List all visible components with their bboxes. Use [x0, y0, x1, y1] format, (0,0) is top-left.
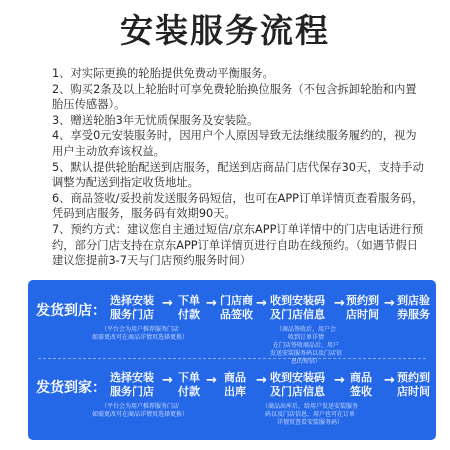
arrow-icon: →	[256, 296, 267, 311]
flow-step: 预约到 店时间	[397, 371, 430, 398]
term-item: 6、商品签收/妥投前发送服务码短信，也可在APP订单详情页查看服务码，凭码到店服务，服务码有效期90天。	[52, 191, 424, 221]
flow-step: 到店验 券服务	[397, 294, 430, 321]
term-item: 3、赠送轮胎3年无忧质保服务及安装险。	[52, 113, 259, 127]
flow-note: （平台会为用户推荐服务门店 如需更改可在商品详情页选择更换）	[91, 326, 188, 341]
flow-step: 收到安装码 及门店信息	[270, 371, 325, 398]
term-item: 2、购买2条及以上轮胎时可享免费轮胎换位服务（不包含拆卸轮胎和内置胎压传感器）。	[52, 82, 417, 112]
arrow-icon: →	[206, 296, 217, 311]
flow-title-ship-to-home: 发货到家：	[36, 380, 106, 396]
flow-step: 下单 付款	[178, 294, 200, 321]
flow-note: （商品签收后，用户会 收到订单详情 在门店签收商品后，用户 发送安装服务码以及门店信 息的短信）	[269, 326, 342, 365]
flow-title-ship-to-store: 发货到店：	[36, 303, 106, 319]
arrow-icon: →	[206, 373, 217, 388]
flow-step: 门店商 品签收	[220, 294, 253, 321]
flow-row-ship-to-home	[28, 363, 436, 431]
arrow-icon: →	[384, 296, 395, 311]
flow-step: 商品 签收	[350, 371, 372, 398]
arrow-icon: →	[384, 373, 395, 388]
term-item: 4、享受0元安装服务时，因用户个人原因导致无法继续服务履约的，视为用户主动放弃该权益。	[52, 129, 417, 158]
arrow-icon: →	[256, 373, 267, 388]
flow-step: 收到安装码 及门店信息	[270, 294, 325, 321]
arrow-icon: →	[334, 373, 345, 388]
flow-step: 选择安装 服务门店	[110, 371, 154, 398]
term-item: 7、预约方式：建议您自主通过短信/京东APP订单详情中的门店电话进行预约，部分门店支持在京东APP订单详情页进行自助在线预约。（如遇节假日建议您提前3-7天与门店预约服务时间）	[52, 222, 424, 268]
flow-step: 下单 付款	[178, 371, 200, 398]
flow-step: 选择安装 服务门店	[110, 294, 154, 321]
arrow-icon: →	[334, 296, 345, 311]
flow-divider	[38, 358, 426, 359]
arrow-icon: →	[162, 296, 173, 311]
flow-panel	[28, 280, 436, 440]
flow-row-ship-to-store	[28, 286, 436, 365]
page-title: 安装服务流程	[120, 11, 330, 50]
term-item: 1、对实际更换的轮胎提供免费动平衡服务。	[52, 67, 274, 80]
flow-step: 商品 出库	[224, 371, 246, 398]
flow-step: 预约到 店时间	[346, 294, 379, 321]
flow-note: （平台会为用户推荐服务门店 如需更改可在商品详情页选择更换）	[91, 403, 188, 418]
arrow-icon: →	[162, 373, 173, 388]
service-terms-list	[52, 66, 424, 269]
term-item: 5、默认提供轮胎配送到店服务，配送到店商品门店代保存30天，支持手动调整为配送到指定收货地址。	[52, 160, 424, 190]
flow-note: （商品出库后，给用户发送安装服务 码以及门店信息，用户也可在订单 详情页查看安装服务码）	[261, 403, 358, 426]
